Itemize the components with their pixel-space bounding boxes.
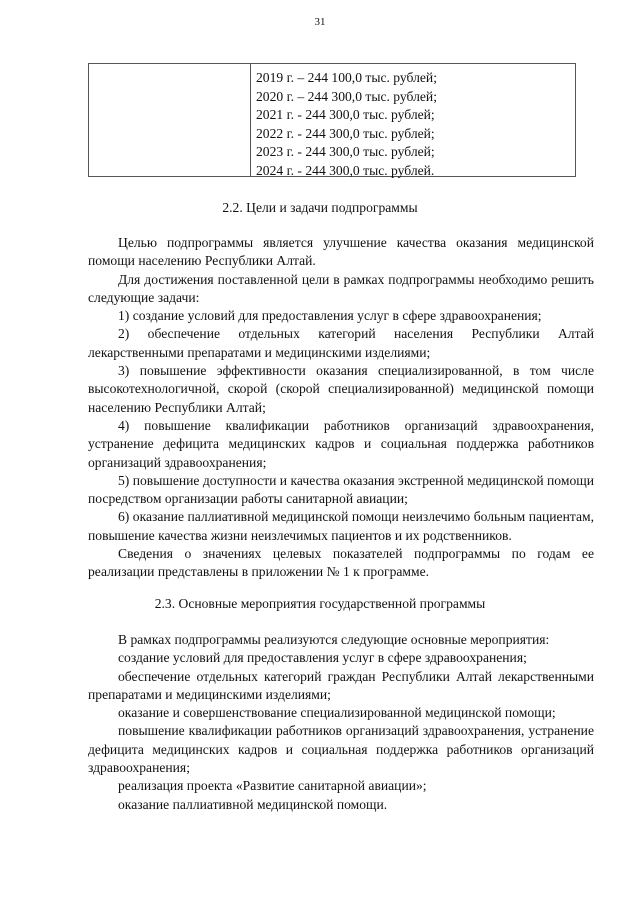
task-item-1: 1) создание условий для предоставления услуг в сфере здравоохранения;	[118, 308, 542, 324]
measure-item-1: создание условий для предоставления услуг в сфере здравоохранения;	[118, 650, 527, 666]
task-item-5: 5) повышение доступности и качества оказания экстренной медицинской помощи посредством организации работы санитарной авиации;	[88, 472, 594, 507]
task-item-6: 6) оказание паллиативной медицинской помощи неизлечимо больным пациентам, повышение качества жизни неизлечимых пациентов и их родственников.	[88, 509, 594, 543]
funding-line-2022: 2022 г. - 244 300,0 тыс. рублей;	[256, 125, 435, 141]
task-item-2: 2) обеспечение отдельных категорий населения Республики Алтай лекарственными препаратами и медицинскими изделиями;	[88, 326, 594, 360]
tasks-intro-paragraph: Для достижения поставленной цели в рамках подпрограммы необходимо решить следующие задачи:	[88, 271, 594, 305]
goal-paragraph: Целью подпрограммы является улучшение качества оказания медицинской помощи населению Республики Алтай.	[88, 235, 594, 269]
measures-intro-paragraph: В рамках подпрограммы реализуются следующие основные мероприятия:	[118, 632, 550, 647]
measure-item-4: повышение квалификации работников организаций здравоохранения, устранение дефицита медицинских кадров и социальная поддержка работников организаций здравоохранения;	[88, 723, 594, 776]
funding-line-2020: 2020 г. – 244 300,0 тыс. рублей;	[256, 88, 437, 104]
funding-line-2024: 2024 г. - 244 300,0 тыс. рублей.	[256, 162, 435, 178]
indicators-paragraph: Сведения о значениях целевых показателей подпрограммы по годам ее реализации представлены в приложении № 1 к программе.	[88, 546, 594, 580]
funding-by-year-cell	[251, 64, 575, 176]
section-2-2-body	[88, 234, 594, 582]
funding-table	[88, 63, 576, 177]
measure-item-2: обеспечение отдельных категорий граждан Республики Алтай лекарственными препаратами и медицинскими изделиями;	[88, 668, 594, 702]
funding-line-2023: 2023 г. - 244 300,0 тыс. рублей;	[256, 144, 435, 160]
measure-item-5: реализация проекта «Развитие санитарной авиации»;	[118, 778, 427, 794]
measure-item-3: оказание и совершенствование специализированной медицинской помощи;	[118, 705, 556, 721]
section-2-3-title: 2.3. Основные мероприятия государственной программы	[154, 596, 486, 611]
measure-item-6: оказание паллиативной медицинской помощи.	[118, 796, 388, 812]
section-2-3-body	[88, 631, 594, 814]
page-number: 31	[314, 16, 326, 28]
task-item-3: 3) повышение эффективности оказания специализированной, в том числе высокотехнологичной, скорой (скорой специализированной) медицинской помощи населению Республики Алтай;	[88, 363, 594, 415]
funding-line-2019: 2019 г. – 244 100,0 тыс. рублей;	[256, 70, 437, 85]
funding-line-2021: 2021 г. - 244 300,0 тыс. рублей;	[256, 107, 435, 123]
section-2-2-title: 2.2. Цели и задачи подпрограммы	[222, 200, 418, 215]
funding-table-empty-cell	[89, 64, 251, 176]
task-item-4: 4) повышение квалификации работников организаций здравоохранения, устранение дефицита медицинских кадров и социальная поддержка работников организаций здравоохранения;	[88, 417, 594, 470]
